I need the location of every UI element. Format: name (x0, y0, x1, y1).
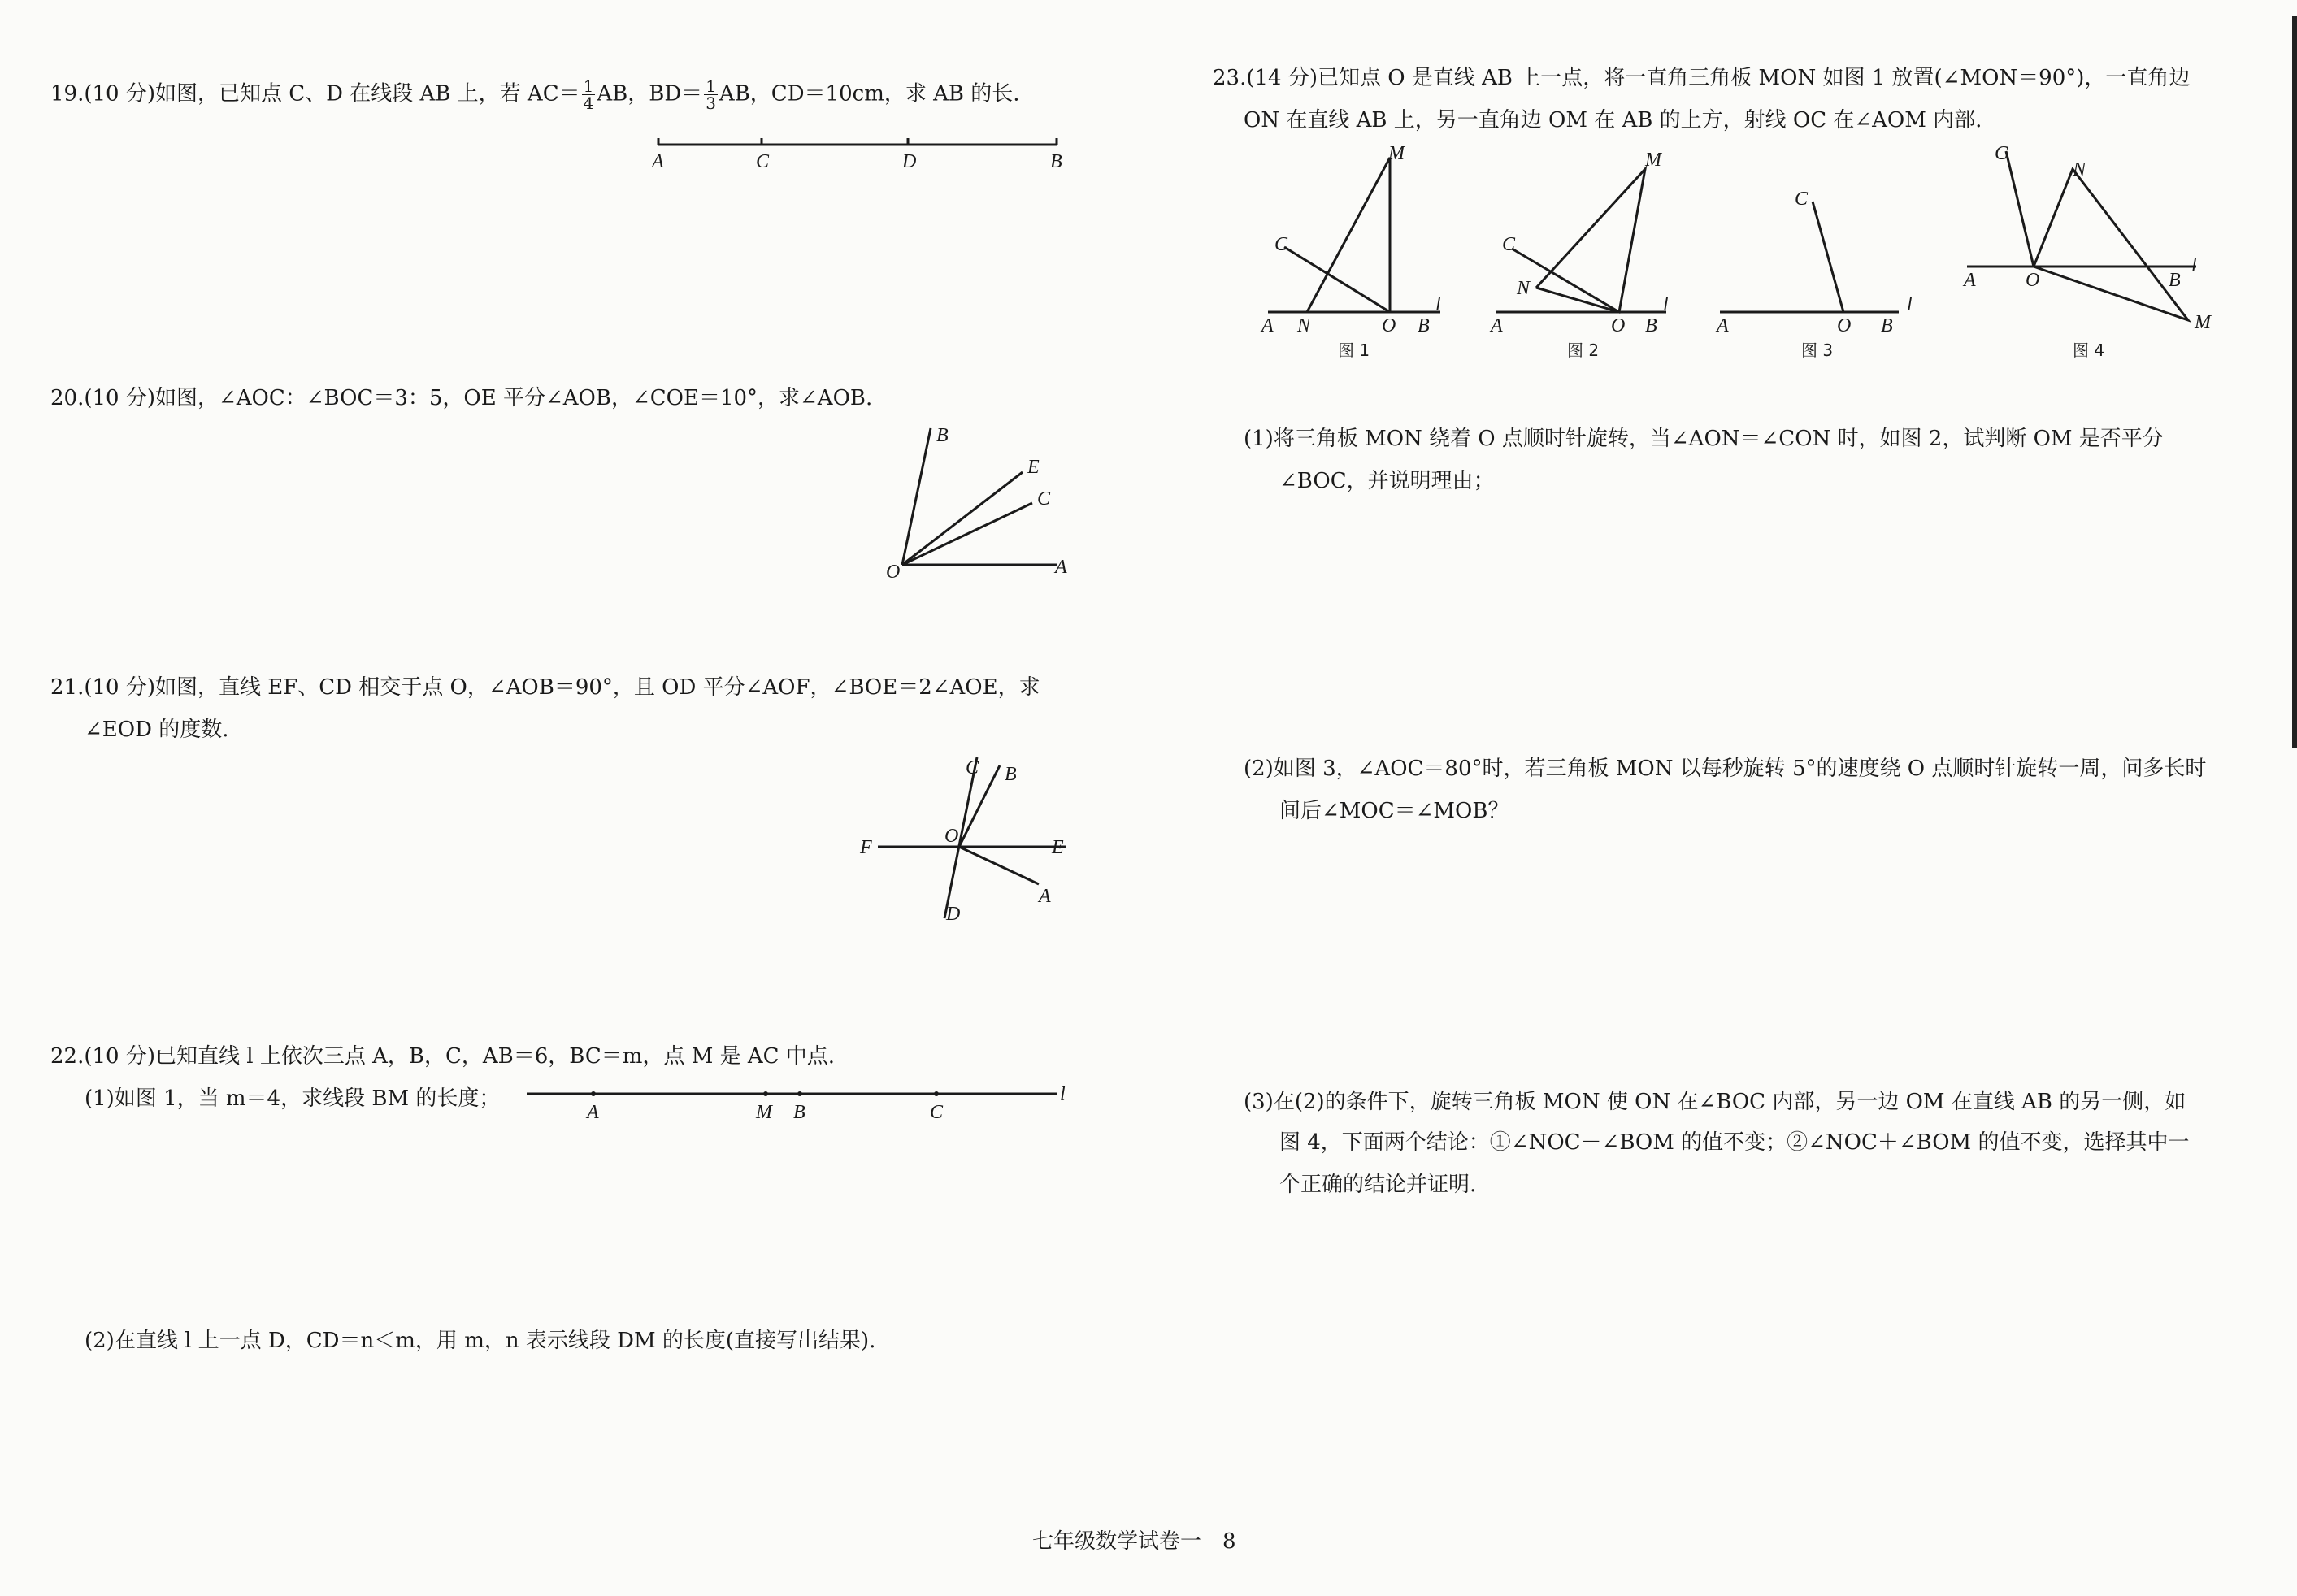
fig4-label-l: l (2191, 255, 2197, 276)
fig2-label-b: B (1645, 315, 1657, 336)
fig3-label-b: B (1881, 315, 1893, 336)
fig2-label-l: l (1663, 294, 1669, 315)
q23-figure-3 (1715, 189, 1913, 360)
fig2-caption: 图 2 (1567, 340, 1600, 360)
q19-text: 19.(10 分)如图，已知点 C、D 在线段 AB 上，若 AC＝ $\frac{1}{4}$ AB，BD＝ $\frac{1}{3}$ AB，CD＝10cm，求 AB 的长. (50, 76, 1020, 113)
fig3-label-a: A (1717, 315, 1729, 336)
fig2-label-a: A (1491, 315, 1503, 336)
q22-label-m: M (756, 1102, 772, 1123)
q20-label-o: O (886, 562, 901, 583)
q19-label-c: C (756, 151, 770, 172)
fig4-label-c: C (1995, 143, 2008, 164)
q22-label-b: B (793, 1102, 805, 1123)
q21-label-d: D (946, 904, 961, 925)
q22-label-a: A (587, 1102, 599, 1123)
fig3-label-l: l (1907, 294, 1913, 315)
fig1-label-m: M (1388, 143, 1405, 164)
fig2-label-n: N (1517, 278, 1531, 299)
q23-part-3-line-1: (3)在(2)的条件下，旋转三角板 MON 使 ON 在∠BOC 内部，另一边 OM 在直线 AB 的另一侧，如 (1244, 1090, 2186, 1114)
q19-segment-diagram (634, 130, 1073, 179)
q19-fraction-2: $\frac{1}{3}$ (706, 76, 716, 113)
q20-label-a: A (1055, 557, 1067, 578)
fig1-label-a: A (1261, 315, 1274, 336)
q21-line-1: 21.(10 分)如图，直线 EF、CD 相交于点 O，∠AOB＝90°，且 OD 平分∠AOF，∠BOE＝2∠AOE，求 (50, 675, 1040, 700)
q19-fraction-1: $\frac{1}{4}$ (583, 76, 594, 113)
q22-line-diagram (520, 1081, 1073, 1130)
fig1-label-o: O (1382, 315, 1396, 336)
q22-part-2: (2)在直线 l 上一点 D，CD＝n＜m，用 m，n 表示线段 DM 的长度(直接写出结果). (85, 1329, 876, 1353)
q23-part-2-line-1: (2)如图 3，∠AOC＝80°时，若三角板 MON 以每秒旋转 5°的速度绕 O 点顺时针旋转一周，问多长时 (1244, 757, 2207, 781)
fig3-caption: 图 3 (1801, 340, 1834, 360)
q20-label-e: E (1027, 457, 1040, 478)
q23-part-3-line-3: 个正确的结论并证明. (1279, 1173, 1477, 1197)
q23-figure-2 (1489, 150, 1669, 360)
page-footer: 七年级数学试卷一 8 (1032, 1529, 1236, 1554)
q20-text: 20.(10 分)如图，∠AOC：∠BOC＝3：5，OE 平分∠AOB，∠COE＝10°，求∠AOB. (50, 386, 873, 410)
fig2-label-o: O (1611, 315, 1626, 336)
fig4-label-o: O (2026, 270, 2040, 291)
q23-figures (1252, 140, 2276, 375)
fig2-label-c: C (1502, 234, 1516, 255)
q23-line-2: ON 在直线 AB 上，另一直角边 OM 在 AB 的上方，射线 OC 在∠AOM 内部. (1244, 108, 1982, 132)
q23-part-2-line-2: 间后∠MOC＝∠MOB？ (1279, 799, 1509, 823)
q21-label-a: A (1039, 886, 1051, 907)
q21-label-c: C (966, 757, 979, 778)
fig3-label-o: O (1837, 315, 1852, 336)
fig1-label-b: B (1418, 315, 1430, 336)
q21-label-f: F (860, 837, 872, 858)
fig1-label-c: C (1274, 234, 1288, 255)
q22-line-1: 22.(10 分)已知直线 l 上依次三点 A，B，C，AB＝6，BC＝m，点 M 是 AC 中点. (50, 1044, 836, 1069)
q23-part-1-line-1: (1)将三角板 MON 绕着 O 点顺时针旋转，当∠AON＝∠CON 时，如图 2，试判断 OM 是否平分 (1244, 427, 2164, 451)
fig1-caption: 图 1 (1338, 340, 1370, 360)
q22-part-1: (1)如图 1，当 m＝4，求线段 BM 的长度； (85, 1086, 501, 1111)
fig4-caption: 图 4 (2073, 340, 2105, 360)
q23-figure-4 (1962, 143, 2212, 360)
q19-label-b: B (1050, 151, 1062, 172)
fig1-label-l: l (1435, 294, 1441, 315)
fig2-label-m: M (1645, 150, 1661, 171)
fig4-label-a: A (1964, 270, 1976, 291)
q20-label-b: B (936, 425, 949, 446)
q23-part-3-line-2: 图 4，下面两个结论：①∠NOC－∠BOM 的值不变；②∠NOC＋∠BOM 的值不变，选择其中一 (1279, 1130, 2190, 1155)
q19-label-d: D (902, 151, 917, 172)
q21-lines-diagram (853, 748, 1089, 926)
fig4-label-n: N (2073, 159, 2086, 180)
fig1-label-n: N (1297, 315, 1311, 336)
q20-label-c: C (1037, 488, 1051, 510)
q21-label-b: B (1005, 764, 1017, 785)
fig3-label-c: C (1795, 189, 1809, 210)
q21-label-e: E (1052, 837, 1064, 858)
q19-label-a: A (652, 151, 664, 172)
q23-line-1: 23.(14 分)已知点 O 是直线 AB 上一点，将一直角三角板 MON 如图 1 放置(∠MON＝90°)，一直角边 (1213, 66, 2191, 90)
q22-label-c: C (930, 1102, 944, 1123)
page-edge-shadow (2292, 16, 2297, 748)
fig4-label-b: B (2169, 270, 2181, 291)
q23-part-1-line-2: ∠BOC，并说明理由； (1279, 469, 1495, 493)
q22-label-l: l (1060, 1084, 1066, 1105)
q21-label-o: O (944, 826, 959, 847)
q20-angle-diagram (870, 419, 1081, 589)
q21-line-2: ∠EOD 的度数. (85, 718, 229, 742)
fig4-label-m: M (2195, 312, 2211, 333)
q23-figure-1 (1260, 143, 1441, 360)
